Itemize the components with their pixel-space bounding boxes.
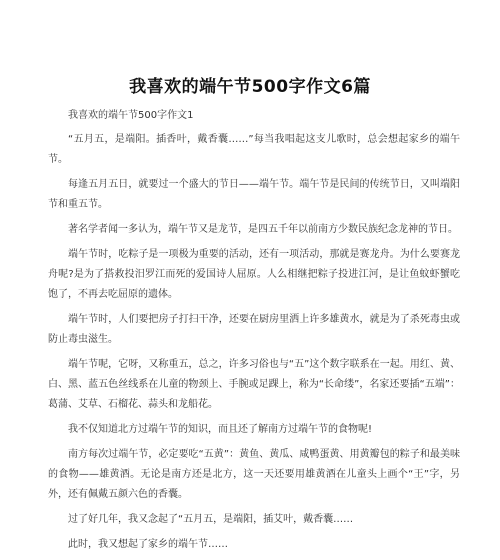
- paragraph: 我不仅知道北方过端午节的知识，而且还了解南方过端午节的食物呢!: [68, 424, 373, 435]
- paragraph: “五月五，是端阳。插香叶，戴香囊……”每当我唱起这支儿歌时，总会想起家乡的端午节。: [48, 134, 460, 165]
- paragraph: 端午节呢，它呀，又称重五，总之，许多习俗也与“五”这个数字联系在一起。用红、黄、白、黑、蓝五色丝线系在儿童的物颈上、手腕或足踝上，称为“长命缕”，名家还要插“五端”：葛蒲、艾草、石榴花、蒜头和龙船花。: [48, 359, 460, 410]
- paragraph: 每逢五月五日，就要过一个盛大的节日——端午节。端午节是民间的传统节日，又叫端阳节和重五节。: [48, 179, 460, 210]
- document-body: [48, 106, 460, 560]
- paragraph: 过了好几年，我又念起了“五月五，是端阳，插艾叶，戴香囊……: [68, 514, 354, 525]
- paragraph: 端午节时，人们要把房子打扫干净，还要在厨房里洒上许多雄黄水，就是为了杀死毒虫或防止毒虫滋生。: [48, 314, 460, 345]
- paragraph: 此时，我又想起了家乡的端午节……: [68, 539, 228, 550]
- document-title: 我喜欢的端午节500字作文6篇: [129, 77, 371, 97]
- paragraph: 端午节时，吃粽子是一项极为重要的活动，还有一项活动，那就是赛龙舟。为什么要赛龙舟呢?是为了搭救投汨罗江而死的爱国诗人屈原。人么相继把粽子投进江河，是让鱼蚊虾蟹吃饱了，不再去吃屈原的遗体。: [48, 249, 460, 300]
- paragraph: 南方每次过端午节，必定要吃“五黄”：黄鱼、黄瓜、咸鸭蛋黄、用黄瓣包的粽子和最美味的食物——雄黄酒。无论是南方还是北方，这一天还要用雄黄酒在儿童头上画个“王”字，另外，还有佩戴五颜六色的香囊。: [48, 449, 460, 500]
- paragraph: 著名学者闻一多认为，端午节又是龙节，是四五千年以前南方少数民族纪念龙神的节日。: [68, 224, 458, 235]
- essay-heading: 我喜欢的端午节500字作文1: [68, 110, 194, 121]
